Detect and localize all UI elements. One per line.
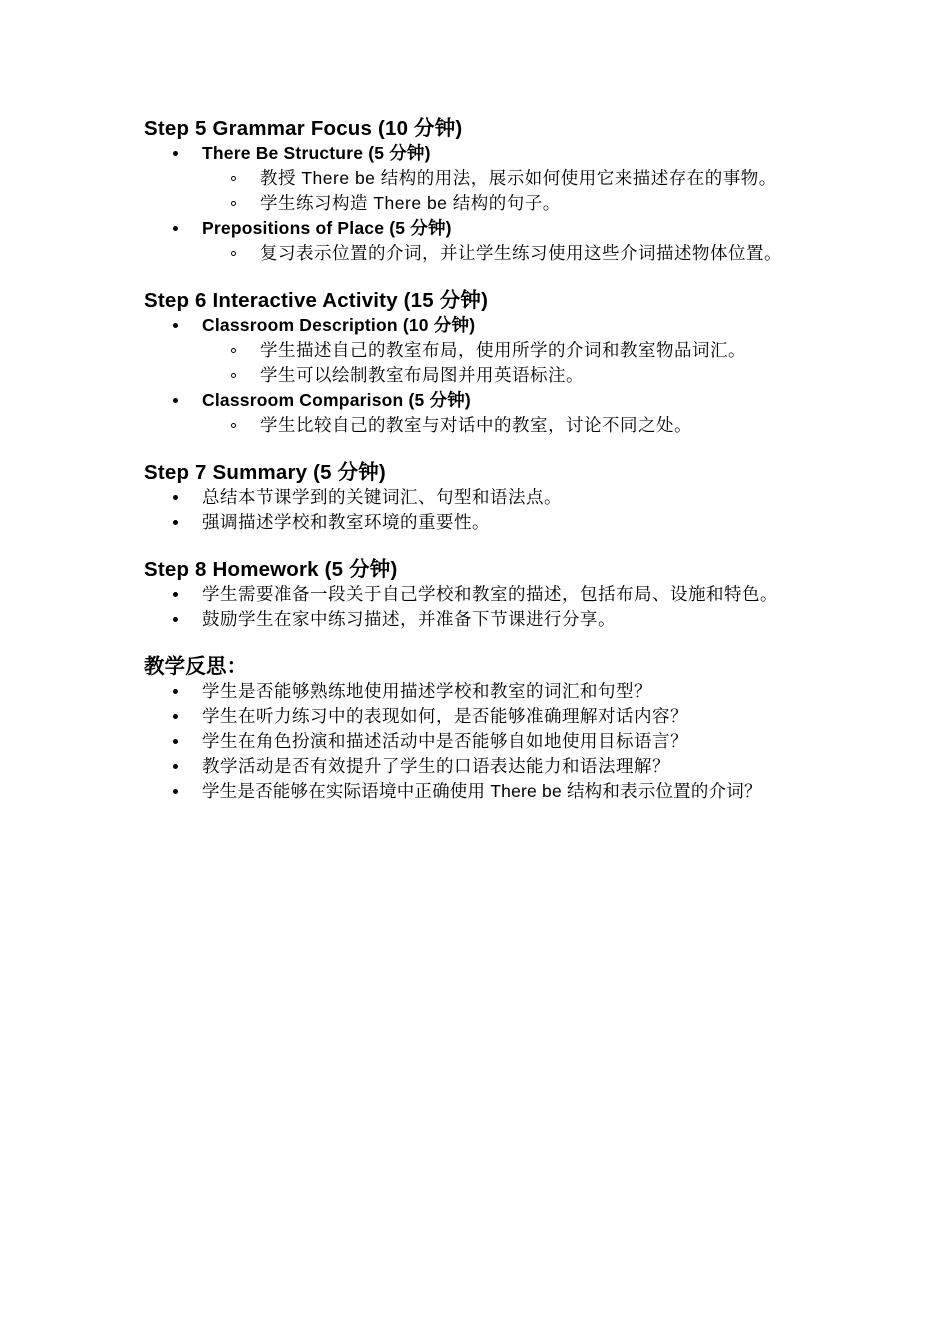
- list-item: 鼓励学生在家中练习描述，并准备下节课进行分享。: [144, 607, 824, 632]
- list-item: 学生是否能够在实际语境中正确使用 There be 结构和表示位置的介词？: [144, 779, 824, 804]
- list-item: 总结本节课学到的关键词汇、句型和语法点。: [144, 485, 824, 510]
- step6-item-description-title: Classroom Description (10 分钟): [202, 315, 476, 335]
- step5-list: [144, 141, 824, 266]
- step8-heading: Step 8 Homework (5 分钟): [144, 558, 398, 581]
- step7-heading: Step 7 Summary (5 分钟): [144, 461, 386, 484]
- step6-item-comparison-title: Classroom Comparison (5 分钟): [202, 390, 471, 410]
- sub-list-item: 复习表示位置的介词，并让学生练习使用这些介词描述物体位置。: [202, 241, 824, 266]
- step5-item-there-be-title: There Be Structure (5 分钟): [202, 143, 431, 163]
- list-item: 强调描述学校和教室环境的重要性。: [144, 510, 824, 535]
- list-item: 教学活动是否有效提升了学生的口语表达能力和语法理解？: [144, 754, 824, 779]
- list-item: [144, 216, 824, 266]
- document-content: [144, 116, 824, 826]
- sub-list: [202, 241, 824, 266]
- list-item: 学生是否能够熟练地使用描述学校和教室的词汇和句型？: [144, 679, 824, 704]
- sub-list: [202, 413, 824, 438]
- list-item: [144, 141, 824, 216]
- list-item: 学生在角色扮演和描述活动中是否能够自如地使用目标语言？: [144, 729, 824, 754]
- list-item: [144, 313, 824, 388]
- sub-list-item: 学生比较自己的教室与对话中的教室，讨论不同之处。: [202, 413, 824, 438]
- sub-list: [202, 166, 824, 216]
- list-item: 学生在听力练习中的表现如何，是否能够准确理解对话内容？: [144, 704, 824, 729]
- sub-list-item: 教授 There be 结构的用法，展示如何使用它来描述存在的事物。: [202, 166, 824, 191]
- reflection-heading: 教学反思：: [144, 655, 248, 678]
- list-item: 学生需要准备一段关于自己学校和教室的描述，包括布局、设施和特色。: [144, 582, 824, 607]
- sub-list-item: 学生可以绘制教室布局图并用英语标注。: [202, 363, 824, 388]
- list-item: [144, 388, 824, 438]
- sub-list-item: 学生练习构造 There be 结构的句子。: [202, 191, 824, 216]
- step6-heading: Step 6 Interactive Activity (15 分钟): [144, 289, 489, 312]
- step6-list: [144, 313, 824, 438]
- step8-list: [144, 582, 824, 632]
- sub-list-item: 学生描述自己的教室布局，使用所学的介词和教室物品词汇。: [202, 338, 824, 363]
- step7-list: [144, 485, 824, 535]
- sub-list: [202, 338, 824, 388]
- step5-item-prepositions-title: Prepositions of Place (5 分钟): [202, 218, 452, 238]
- reflection-list: [144, 679, 824, 804]
- step5-heading: Step 5 Grammar Focus (10 分钟): [144, 117, 463, 140]
